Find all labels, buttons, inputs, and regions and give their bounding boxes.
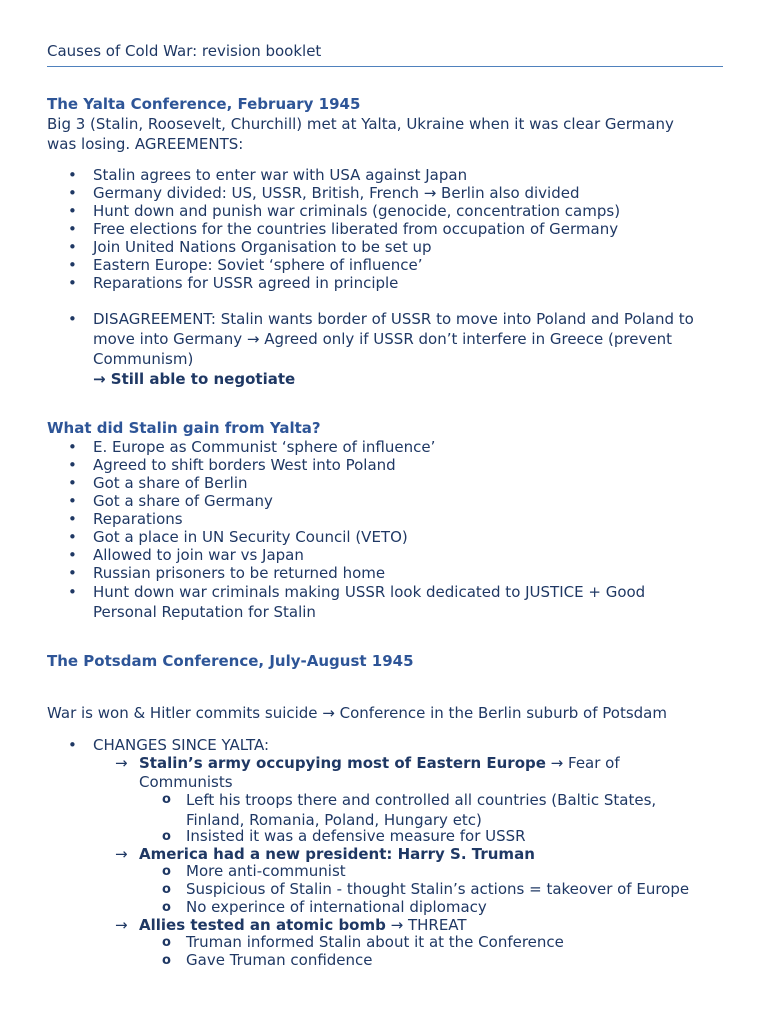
change-3-sub: Gave Truman confidence [186,951,373,969]
list-item: • Reparations for USSR agreed in principle [47,274,737,292]
potsdam-heading: The Potsdam Conference, July-August 1945 [47,652,414,670]
potsdam-intro: War is won & Hitler commits suicide → Conference in the Berlin suburb of Potsdam [47,704,667,722]
change-1-sub-2: Insisted it was a defensive measure for USSR [186,827,526,845]
change-3 [139,916,467,934]
disagreement-line: Communism) [93,350,194,368]
list-item: • Reparations [47,510,737,528]
list-item: • Stalin agrees to enter war with USA against Japan [47,166,737,184]
list-item: • Got a place in UN Security Council (VETO) [47,528,737,546]
yalta-agreements-list [47,166,737,292]
sub-bullet-marker: o [162,864,171,879]
change-3-rest: → THREAT [385,916,467,934]
sub-item-line: Left his troops there and controlled all countries (Baltic States, [186,791,657,809]
list-item: • Hunt down and punish war criminals (genocide, concentration camps) [47,202,737,220]
list-item: • Got a share of Berlin [47,474,737,492]
disagreement-line: • DISAGREEMENT: Stalin wants border of USSR to move into Poland and Poland to [93,310,694,328]
list-item: • Free elections for the countries liberated from occupation of Germany [47,220,737,238]
gain-last-line: • Hunt down war criminals making USSR look dedicated to JUSTICE + Good [93,583,646,601]
list-item [47,582,737,622]
header-divider [47,66,723,67]
gain-list [47,438,737,622]
list-item: • Germany divided: US, USSR, British, French → Berlin also divided [47,184,737,202]
list-item: • E. Europe as Communist ‘sphere of influence’ [47,438,737,456]
change-3-sub: Truman informed Stalin about it at the Conference [186,933,564,951]
change-2-bold: America had a new president: Harry S. Truman [139,845,535,863]
potsdam-changes-list [47,736,737,754]
arrow-marker: → [115,916,128,934]
change-1 [139,754,620,772]
sub-bullet-marker: o [162,935,171,950]
list-item: • Allowed to join war vs Japan [47,546,737,564]
yalta-heading: The Yalta Conference, February 1945 [47,95,361,113]
disagreement-line: move into Germany → Agreed only if USSR don’t interfere in Greece (prevent [93,330,672,348]
sub-bullet-marker: o [162,882,171,897]
sub-bullet-marker: o [162,953,171,968]
change-1-continuation: Communists [139,773,233,791]
yalta-intro-line: was losing. AGREEMENTS: [47,135,244,153]
yalta-intro-line: Big 3 (Stalin, Roosevelt, Churchill) met at Yalta, Ukraine when it was clear Germany [47,115,674,133]
change-1-rest: → Fear of [545,754,620,772]
list-item: • CHANGES SINCE YALTA: [47,736,737,754]
disagreement-conclusion: → Still able to negotiate [93,370,296,388]
list-item: • Agreed to shift borders West into Poland [47,456,737,474]
change-3-bold: Allies tested an atomic bomb [139,916,386,934]
list-item: • Got a share of Germany [47,492,737,510]
change-2-sub: More anti-communist [186,862,346,880]
change-1-bold: Stalin’s army occupying most of Eastern Europe [139,754,546,772]
change-2-sub: Suspicious of Stalin - thought Stalin’s actions = takeover of Europe [186,880,690,898]
list-item: • Eastern Europe: Soviet ‘sphere of influence’ [47,256,737,274]
change-1-sub-1 [186,790,656,830]
page-header: Causes of Cold War: revision booklet [47,42,322,60]
list-item: • Join United Nations Organisation to be set up [47,238,737,256]
arrow-marker: → [115,754,128,772]
list-item: • Russian prisoners to be returned home [47,564,737,582]
gain-heading: What did Stalin gain from Yalta? [47,419,321,437]
yalta-intro [47,114,674,154]
sub-bullet-marker: o [162,792,171,807]
arrow-marker: → [115,845,128,863]
sub-bullet-marker: o [162,900,171,915]
sub-bullet-marker: o [162,829,171,844]
list-item [47,309,737,389]
yalta-disagreement-list [47,309,737,389]
sub-item-line: Finland, Romania, Poland, Hungary etc) [186,811,482,829]
change-2-sub: No experince of international diplomacy [186,898,487,916]
gain-last-line: Personal Reputation for Stalin [93,603,316,621]
